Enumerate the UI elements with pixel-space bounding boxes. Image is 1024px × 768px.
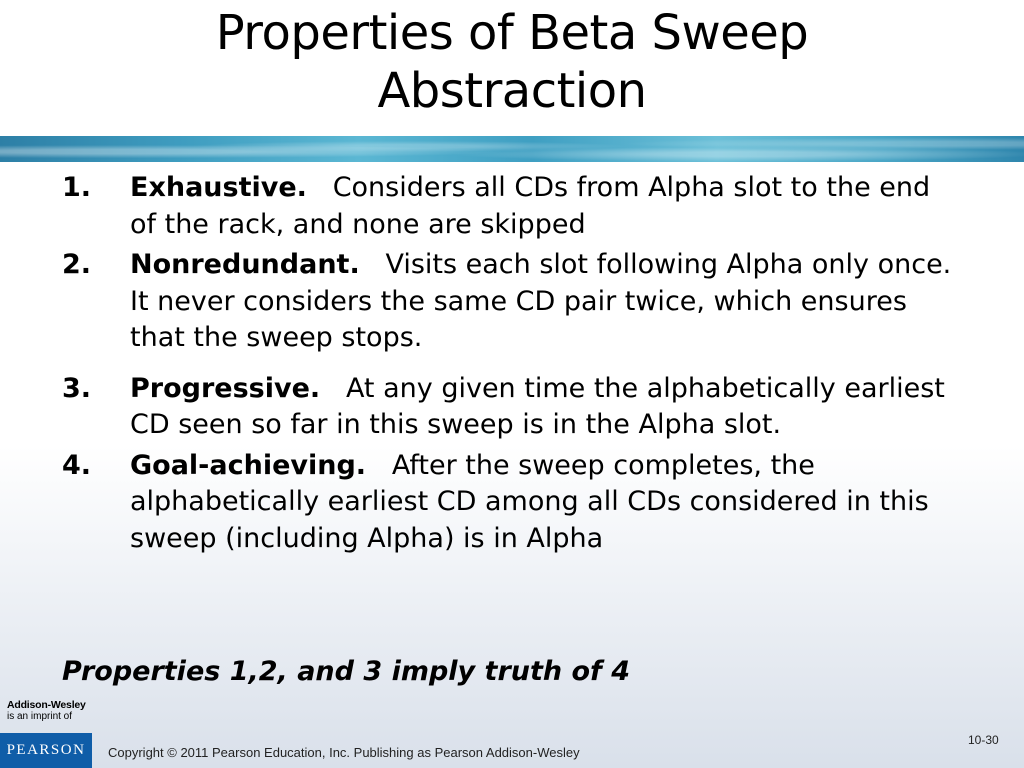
item-term: Nonredundant. <box>130 249 360 280</box>
item-number: 2. <box>62 249 92 280</box>
pearson-logo-text: PEARSON <box>6 742 86 758</box>
decorative-water-banner <box>0 136 1024 162</box>
slide-title-line-2: Abstraction <box>377 63 647 119</box>
copyright-notice: Copyright © 2011 Pearson Education, Inc. Publishing as Pearson Addison-Wesley <box>108 745 580 760</box>
property-item-2 <box>62 247 962 357</box>
item-description: After the sweep completes, the alphabetically earliest CD among all CDs considered in this sweep (including Alpha) is in Alpha <box>130 449 929 554</box>
conclusion-text: Properties 1,2, and 3 imply truth of 4 <box>62 656 630 687</box>
item-description: Considers all CDs from Alpha slot to the end of the rack, and none are skipped <box>130 172 931 240</box>
item-term: Goal-achieving. <box>130 449 367 481</box>
publisher-imprint-text: is an imprint of <box>7 711 73 722</box>
slide-number: 10-30 <box>968 733 999 747</box>
item-description: Visits each slot following Alpha only once. It never considers the same CD pair twice, which ensures that the sweep stops. <box>130 249 952 353</box>
publisher-name: Addison-Wesley <box>7 699 86 711</box>
property-item-3 <box>62 371 962 444</box>
item-term: Exhaustive. <box>130 172 307 203</box>
item-number: 1. <box>62 172 92 203</box>
property-list <box>62 170 962 557</box>
pearson-logo <box>0 733 92 768</box>
property-item-1 <box>62 170 962 243</box>
item-term: Progressive. <box>130 372 321 404</box>
item-number: 4. <box>62 449 92 481</box>
slide-title-line-1: Properties of Beta Sweep <box>215 5 809 61</box>
publisher-imprint-logo <box>7 699 86 723</box>
property-item-4 <box>62 448 962 558</box>
item-number: 3. <box>62 372 92 404</box>
item-description: At any given time the alphabetically earliest CD seen so far in this sweep is in the Alpha slot. <box>130 372 945 440</box>
slide-title <box>0 4 1024 120</box>
